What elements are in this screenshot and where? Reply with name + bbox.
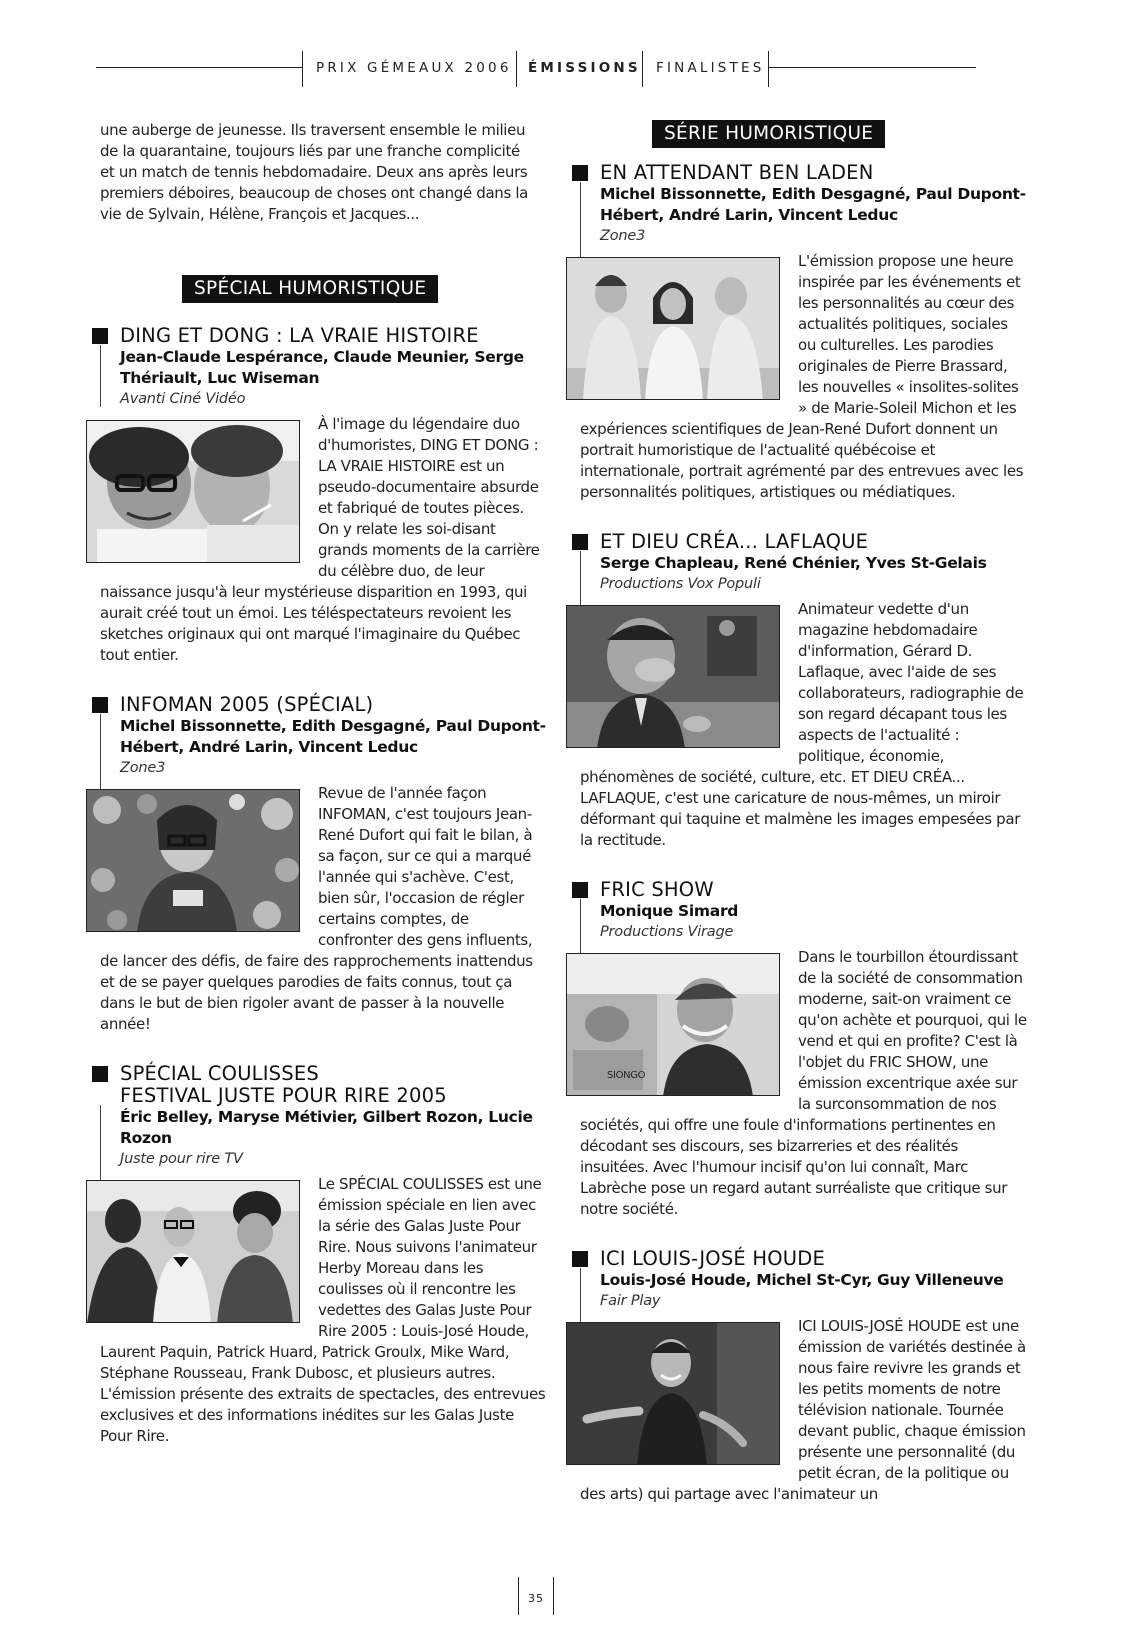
photo-infoman xyxy=(86,789,300,932)
section-label-wrap xyxy=(100,275,546,303)
entry-credits xyxy=(580,184,1030,247)
left-column xyxy=(100,120,546,1447)
entry-en-attendant-ben-laden xyxy=(580,162,1030,503)
credit-rule xyxy=(580,551,581,613)
header-rule-right xyxy=(768,67,976,68)
photo-ding-et-dong xyxy=(86,420,300,563)
bullet-square xyxy=(572,882,588,898)
entry-names: Louis-José Houde, Michel St-Cyr, Guy Villeneuve xyxy=(600,1271,1004,1289)
entry-fric-show xyxy=(580,879,1030,1220)
entry-description: Revue de l'année façon INFOMAN, c'est toujours Jean-René Dufort qui fait le bilan, à sa façon, sur ce qui a marqué l'année qui s'achève. C'est, bien sûr, l'occasion de régler certains comptes, de confronter des gens influents, de lancer des défis, de faire des rapprochements inattendus et de se payer quelques parodies de faits connus, tout ça dans le but de bien rigoler avant de passer à la nouvelle année! xyxy=(100,784,533,1033)
entry-credits xyxy=(100,1107,546,1170)
credit-rule xyxy=(580,182,581,266)
entry-body xyxy=(580,251,1030,503)
entry-description: Le SPÉCIAL COULISSES est une émission spéciale en lien avec la série des Galas Juste Pour Rire. Nous suivons l'animateur Herby Moreau dans les coulisses où il rencontre les vedettes des Galas Juste Pour Rire 2005 : Louis-José Houde, Laurent Paquin, Patrick Huard, Patrick Groulx, Mike Ward, Stéphane Rousseau, Frank Dubosc, et plusieurs autres. L'émission présente des extraits de spectacles, des entrevues exclusives et des informations inédites sur les Galas Juste Pour Rire. xyxy=(100,1175,546,1445)
entry-names: Serge Chapleau, René Chénier, Yves St-Gelais xyxy=(600,554,987,572)
entry-body xyxy=(100,1174,546,1447)
entry-title: INFOMAN 2005 (SPÉCIAL) xyxy=(100,694,546,716)
entry-title: ET DIEU CRÉA... LAFLAQUE xyxy=(580,531,1030,553)
bullet-square xyxy=(572,534,588,550)
photo-special-coulisses xyxy=(86,1180,300,1323)
header-divider xyxy=(768,51,769,87)
header-finalistes: FINALISTES xyxy=(656,60,765,76)
entry-title: SPÉCIAL COULISSES FESTIVAL JUSTE POUR RIRE 2005 xyxy=(100,1063,546,1107)
footer-rule-right xyxy=(553,1577,554,1615)
entry-body xyxy=(580,947,1030,1220)
photo-sign-text: SIONGO xyxy=(607,1070,646,1081)
entry-body xyxy=(100,783,546,1035)
entry-producer: Productions Virage xyxy=(600,924,734,940)
bullet-square xyxy=(92,1066,108,1082)
right-column xyxy=(580,120,1030,1505)
section-label-serie: SÉRIE HUMORISTIQUE xyxy=(652,120,885,148)
entry-title: ICI LOUIS-JOSÉ HOUDE xyxy=(580,1248,1030,1270)
bullet-square xyxy=(92,328,108,344)
header-section: ÉMISSIONS xyxy=(528,60,641,76)
header-divider xyxy=(516,51,517,87)
entry-names: Jean-Claude Lespérance, Claude Meunier, Serge Thériault, Luc Wiseman xyxy=(120,348,524,387)
page-number: 35 xyxy=(528,1592,544,1605)
entry-producer: Fair Play xyxy=(600,1293,661,1309)
entry-producer: Juste pour rire TV xyxy=(120,1151,243,1167)
entry-ici-louis-jose-houde xyxy=(580,1248,1030,1505)
header-prix: PRIX GÉMEAUX 2006 xyxy=(316,60,512,76)
photo-en-attendant-ben-laden xyxy=(566,257,780,400)
entry-ding-et-dong xyxy=(100,325,546,666)
entry-description: Dans le tourbillon étourdissant de la société de consommation moderne, sait-on vraiment ce qu'on achète et pourquoi, qui le vend et qui en profite? C'est là l'objet du FRIC SHOW, une émission excentrique axée sur la surconsommation de nos sociétés, qui offre une foule d'informations pertinentes en décodant ses discours, ses bizarreries et des réalités insuitées. Avec l'humour incisif qu'on lui connaît, Marc Labrèche pose un regard autant surréaliste que critique sur notre société. xyxy=(580,948,1027,1218)
header-divider xyxy=(642,51,643,87)
entry-credits xyxy=(100,716,546,779)
entry-producer: Avanti Ciné Vidéo xyxy=(120,391,246,407)
entry-names: Éric Belley, Maryse Métivier, Gilbert Rozon, Lucie Rozon xyxy=(120,1108,533,1147)
credit-rule xyxy=(100,714,101,798)
entry-title: DING ET DONG : LA VRAIE HISTOIRE xyxy=(100,325,546,347)
entry-credits xyxy=(580,553,1030,595)
entry-names: Michel Bissonnette, Edith Desgagné, Paul Dupont-Hébert, André Larin, Vincent Leduc xyxy=(600,185,1026,224)
entry-names: Monique Simard xyxy=(600,902,739,920)
header-divider xyxy=(302,51,303,87)
credit-rule xyxy=(580,899,581,961)
entry-body xyxy=(580,1316,1030,1505)
bullet-square xyxy=(572,1251,588,1267)
entry-description: L'émission propose une heure inspirée par les événements et les personnalités au cœur des actualités politiques, sociales ou culturelles. Les parodies originales de Pierre Brassard, les nouvelles « insolites-solites » de Marie-Soleil Michon et les expériences scientifiques de Jean-René Dufort donnent un portrait humoristique de l'actualité québécoise et internationale, portrait agrémenté par des entrevues avec les personnalités politiques, artistiques ou médiatiques. xyxy=(580,252,1024,501)
section-label-wrap xyxy=(580,120,1030,148)
credit-rule xyxy=(580,1268,581,1330)
entry-producer: Zone3 xyxy=(120,760,166,776)
photo-ici-louis-jose-houde xyxy=(566,1322,780,1465)
photo-laflaque xyxy=(566,605,780,748)
credit-rule xyxy=(100,345,101,407)
bullet-square xyxy=(92,697,108,713)
credit-rule xyxy=(100,1105,101,1189)
entry-infoman xyxy=(100,694,546,1035)
photo-fric-show xyxy=(566,953,780,1096)
entry-title: FRIC SHOW xyxy=(580,879,1030,901)
header-rule-left xyxy=(96,67,302,68)
entry-description: À l'image du légendaire duo d'humoristes, DING ET DONG : LA VRAIE HISTOIRE est un pseudo-documentaire absurde et fabriqué de toutes pièces. On y relate les soi-disant grands moments de la carrière du célèbre duo, de leur naissance jusqu'à leur mystérieuse disparition en 1993, qui aurait créé tout un émoi. Les téléspectateurs revoient les sketches originaux qui ont marqué l'imaginaire du Québec tout entier. xyxy=(100,415,540,664)
entry-description: Animateur vedette d'un magazine hebdomadaire d'information, Gérard D. Laflaque, avec l'aide de ses collaborateurs, radiographie de son regard décapant tous les aspects de l'actualité : politique, économie, phénomènes de société, culture, etc. ET DIEU CRÉA... LAFLAQUE, c'est une caricature de nous-mêmes, un miroir déformant qui taquine et malmène les images empesées par la rectitude. xyxy=(580,600,1024,849)
section-label-special: SPÉCIAL HUMORISTIQUE xyxy=(182,275,438,303)
bullet-square xyxy=(572,165,588,181)
entry-special-coulisses xyxy=(100,1063,546,1447)
entry-credits xyxy=(100,347,546,410)
entry-producer: Zone3 xyxy=(600,228,646,244)
entry-et-dieu-crea-laflaque xyxy=(580,531,1030,851)
entry-names: Michel Bissonnette, Edith Desgagné, Paul Dupont-Hébert, André Larin, Vincent Leduc xyxy=(120,717,546,756)
entry-title: EN ATTENDANT BEN LADEN xyxy=(580,162,1030,184)
entry-body xyxy=(100,414,546,666)
entry-producer: Productions Vox Populi xyxy=(600,576,761,592)
entry-description: ICI LOUIS-JOSÉ HOUDE est une émission de variétés destinée à nous faire revivre les grands et les petits moments de notre télévision nationale. Tournée devant public, chaque émission présente une personnalité (du petit écran, de la politique ou des arts) qui partage avec l'animateur un xyxy=(580,1317,1026,1503)
intro-paragraph: une auberge de jeunesse. Ils traversent ensemble le milieu de la quarantaine, toujours liés par une franche complicité et un match de tennis hebdomadaire. Deux ans après leurs premiers déboires, beaucoup de choses ont changé dans la vie de Sylvain, Hélène, François et Jacques... xyxy=(100,121,528,223)
entry-credits xyxy=(580,1270,1030,1312)
entry-credits xyxy=(580,901,1030,943)
entry-body xyxy=(580,599,1030,851)
